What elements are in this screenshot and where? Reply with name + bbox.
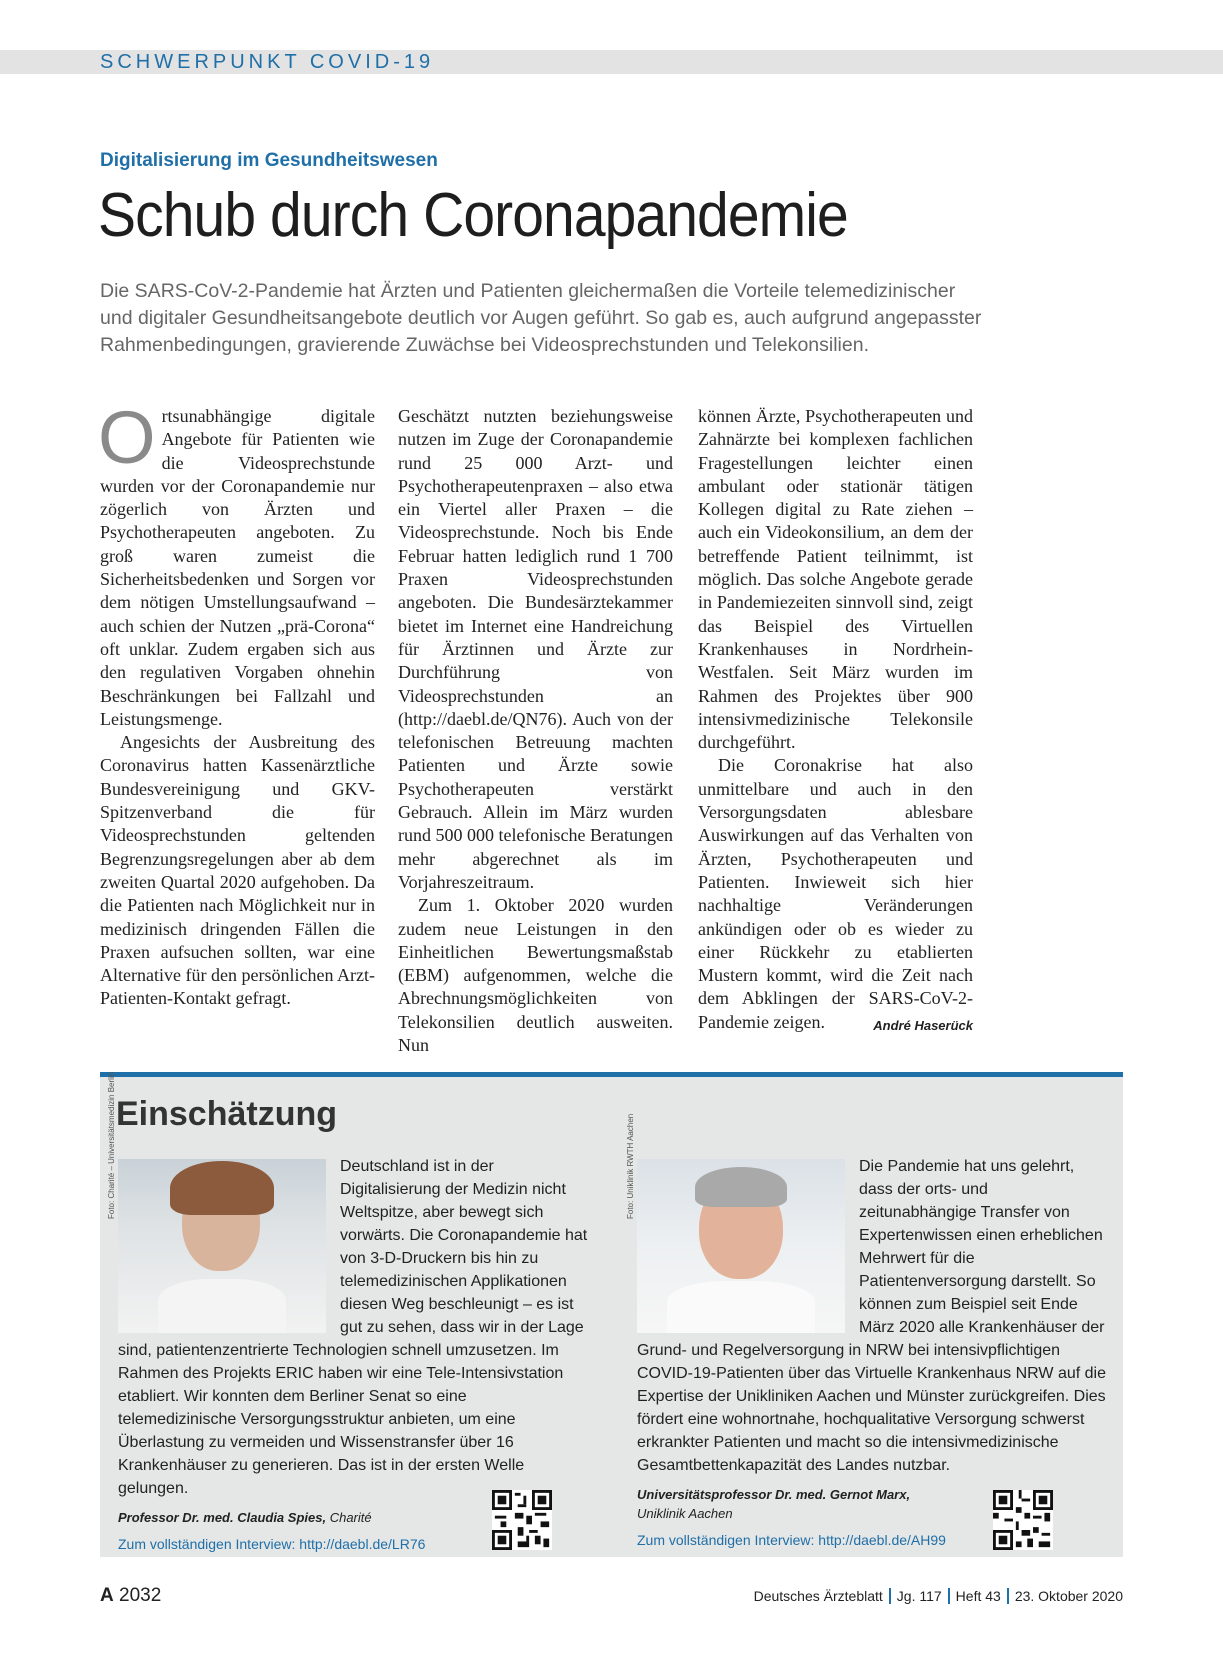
separator [948, 1588, 950, 1604]
paragraph-6-text: Die Coronakrise hat also unmittelbare und auch in den Versorgungsdaten ablesbare Auswirkungen auf das Verhalten von Ärzten, Psychotherapeuten und Patienten. Inwieweit sich hier nachhaltige Veränderungen ankündigen oder ob es wieder zu einer Rückkehr zu etablierten Mustern kommt, wird die Zeit nach dem Abklingen der SARS-CoV-2-Pandemie zeigen. [698, 755, 973, 1032]
article-lead: Die SARS-CoV-2-Pandemie hat Ärzten und Patienten gleichermaßen die Vorteile telemedizinischer und digitaler Gesundheitsangebote deutlich vor Augen geführt. So gab es, auch aufgrund angepasster Rahmenbedingungen, gravierende Zuwächse bei Videosprechstunden und Telekonsilien. [100, 280, 982, 356]
einschaetzung-box [100, 1072, 1123, 1557]
article-column-1 [98, 396, 375, 1011]
paragraph-6 [698, 754, 973, 1034]
interviewee-right-affiliation: Uniklinik Aachen [637, 1506, 733, 1521]
separator [889, 1588, 891, 1604]
paragraph-2: Angesichts der Ausbreitung des Coronavirus hatten Kassenärztliche Bundesvereinigung und GKV-Spitzenverband die für Videosprechstunden geltenden Begrenzungsregelungen aber ab dem zweiten Quartal 2020 aufgehoben. Da die Patienten nach Möglichkeit nur in medizinisch dringenden Fällen die Praxen aufsuchen sollten, war eine Alternative für den persönlichen Arzt-Patienten-Kontakt gefragt. [100, 732, 375, 1009]
photo-credit-right: Foto: Uniklinik RWTH Aachen [626, 1113, 635, 1219]
portrait-photo-right [626, 1113, 845, 1333]
page-number [100, 1585, 161, 1607]
page-prefix: A [100, 1585, 114, 1606]
article-column-3 [698, 405, 973, 1037]
hair-shape [695, 1167, 787, 1207]
journal-name: Deutsches Ärzteblatt [753, 1588, 883, 1604]
article-column-2 [398, 405, 673, 1057]
journal-issue: Heft 43 [955, 1588, 1001, 1604]
paragraph-1-text: rtsunabhängige digitale Angebote für Patienten wie die Videosprechstunde wurden vor der Coronapandemie nur zögerlich von Ärzten und Psychotherapeuten angeboten. Zu groß waren zumeist die Sicherheitsbedenken und Sorgen vor dem nötigen Umstellungsaufwand – auch schien der Nutzen „prä-Corona“ oft unklar. Zudem ergaben sich aus den regulativen Vorgaben ohnehin Beschränkungen bei Fallzahl und Leistungsmenge. [100, 406, 375, 729]
paragraph-4: Zum 1. Oktober 2020 wurden zudem neue Leistungen in den Einheitlichen Bewertungsmaßstab (EBM) aufgenommen, welche die Abrechnungsmöglichkeiten von Telekonsilien deutlich ausweiten. Nun [398, 895, 673, 1056]
shirt-shape [158, 1279, 286, 1333]
journal-date: 23. Oktober 2020 [1014, 1588, 1123, 1604]
paragraph-5: können Ärzte, Psychotherapeuten und Zahnärzte bei komplexen fachlichen Fragestellungen leichter einen ambulant oder stationär tätigen Kollegen digital zu Rate ziehen – auch ein Videokonsilium, an dem der betreffende Patient teilnimmt, ist möglich. Das solche Angebote gerade in Pandemiezeiten sinnvoll sind, zeigt das Beispiel des Virtuellen Krankenhauses in Nordrhein-Westfalen. Seit März wurden im Rahmen des Projektes über 900 intensivmedizinische Telekonsile durchgeführt. [698, 406, 973, 753]
photo-credit-left: Foto: Charité – Universitätsmedizin Berlin [107, 1071, 116, 1219]
interviewee-left-name: Professor Dr. med. Claudia Spies, [118, 1510, 327, 1525]
interview-left-text: Deutschland ist in der Digitalisierung der Medizin nicht Weltspitze, aber bewegt sich vorwärts. Die Coronapandemie hat von 3-D-Druckern bis hin zu telemedizinischen Applikationen diesen Weg beschleunigt – es ist gut zu sehen, dass wir in der Lage sind, patientenzentrierte Technologien schnell umzusetzen. Im Rahmen des Projekts ERIC haben wir eine Tele-Intensivstation etabliert. Wir konnten dem Berliner Senat so eine telemedizinische Versorgungsstruktur anbieten, um eine Überlastung zu vermeiden und Wissenstransfer über 16 Krankenhäuser zu generieren. Das ist in der ersten Welle gelungen. [118, 1158, 588, 1497]
interviewee-right-name: Universitätsprofessor Dr. med. Gernot Marx, [637, 1487, 911, 1502]
interview-right-text: Die Pandemie hat uns gelehrt, dass der orts- und zeitunabhängige Transfer von Expertenwissen einen erheblichen Mehrwert für die Patientenversorgung darstellt. So können zum Beispiel seit Ende März 2020 alle Krankenhäuser der Grund- und Regelversorgung in NRW bei intensivpflichtigen COVID-19-Patienten über das Virtuelle Krankenhaus NRW auf die Expertise der Unikliniken Aachen und Münster zurückgreifen. Dies fördert eine wohnortnahe, hochqualitative Versorgung schwerst erkrankter Patienten und macht so die intensivmedizinische Gesamtbettenkapazität des Landes nutzbar. [637, 1158, 1106, 1474]
dropcap: O [98, 396, 156, 479]
qr-code-icon[interactable] [492, 1490, 552, 1550]
section-tag: SCHWERPUNKT COVID-19 [100, 51, 435, 73]
box-title: Einschätzung [116, 1095, 338, 1133]
interview-link-right[interactable]: Zum vollständigen Interview: http://daebl.de/AH99 [637, 1532, 946, 1548]
qr-code-icon[interactable] [993, 1490, 1053, 1550]
journal-volume: Jg. 117 [896, 1588, 942, 1604]
coat-shape [667, 1281, 815, 1333]
paragraph-1 [98, 396, 375, 731]
interviewee-left-affiliation: Charité [329, 1510, 372, 1525]
article-title: Schub durch Coronapandemie [98, 181, 848, 250]
article-author: André Haserück [873, 1017, 973, 1033]
paragraph-3: Geschätzt nutzten beziehungsweise nutzen im Zuge der Coronapandemie rund 25 000 Arzt- und Psychotherapeutenpraxen – also etwa ein Viertel aller Praxen – die Videosprechstunde. Noch bis Ende Februar hatten lediglich rund 1 700 Praxen Videosprechstunden angeboten. Die Bundesärztekammer bietet im Internet eine Handreichung für Ärztinnen und Ärzte zur Durchführung von Videosprechstunden an (http://daebl.de/QN76). Auch von der telefonischen Betreuung machten Patienten und Ärzte sowie Psychotherapeuten verstärkt Gebrauch. Allein im März wurden rund 500 000 telefonische Beratungen mehr abgerechnet als im Vorjahreszeitraum. [398, 406, 673, 892]
page-number-value: 2032 [119, 1585, 162, 1606]
article-kicker: Digitalisierung im Gesundheitswesen [100, 150, 438, 171]
interview-link-left[interactable]: Zum vollständigen Interview: http://daebl.de/LR76 [118, 1536, 426, 1552]
journal-info [754, 1588, 1123, 1604]
hair-shape [170, 1161, 274, 1215]
separator [1007, 1588, 1009, 1604]
